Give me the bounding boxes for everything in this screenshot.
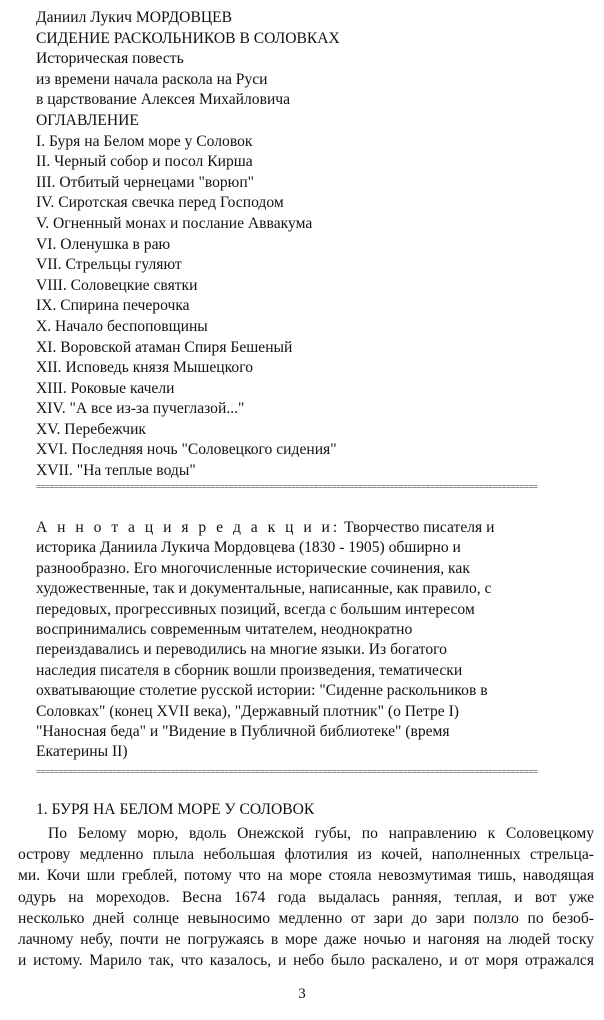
annotation-line: переиздавались и переводились на многие языки. Из богатого [36,641,447,659]
separator-line: ================================================================================================================ [36,482,538,492]
chapter-body [18,823,594,971]
annotation-line: художественные, так и документальные, написанные, как правило, с [36,580,492,598]
annotation-block [36,518,556,763]
annotation-line: Творчество писателя и [340,519,495,536]
toc-item: XIII. Роковые качели [36,379,175,397]
chapter-title: 1. БУРЯ НА БЕЛОМ МОРЕ У СОЛОВОК [36,801,315,818]
title-block [36,8,340,482]
annotation-line: передовых, прогрессивных позиций, всегда с большим интересом [36,600,475,618]
body-line: По Белому морю, вдоль Онежской губы, по направлению к Соловецкому [48,825,594,842]
body-line: острову медленно плыла небольшая флотилия из кочей, наполненных стрельца- [18,846,594,864]
body-line: ми. Кочи шли греблей, потому что на море стояла невозмутимая тишь, наводящая [18,867,594,885]
subtitle-line-3: в царствование Алексея Михайловича [36,91,291,109]
toc-heading: ОГЛАВЛЕНИЕ [36,111,139,129]
annotation-line: "Наносная беда" и "Видение в Публичной библиотеке" (время [36,723,450,741]
toc-item: XI. Воровской атаман Спиря Бешеный [36,338,293,356]
body-line: лачному небу, почти не погружаясь в море даже ночью и нагоняя на людей тоску [18,931,594,949]
toc-item: III. Отбитый чернецами "ворюп" [36,173,255,191]
annotation-line: разнообразно. Его многочисленные исторические сочинения, как [36,559,470,577]
toc-item: VII. Стрельцы гуляют [36,256,182,274]
annotation-label: А н н о т а ц и я р е д а к ц и и: [36,519,341,536]
body-line: и истому. Марило так, что казалось, и небо было раскалено, и от моря отражался [18,952,594,970]
annotation-line: Соловках" (конец XVII века), "Державный плотник" (о Петре I) [36,702,459,720]
toc-item: V. Огненный монах и послание Аввакума [36,214,313,232]
annotation-line: охватывающие столетие русской истории: "Сиденне раскольников в [36,682,488,700]
page-number: 3 [298,986,306,1002]
book-title: СИДЕНИЕ РАСКОЛЬНИКОВ В СОЛОВКАХ [36,29,340,47]
toc-item: XVI. Последняя ночь "Соловецкого сидения" [36,441,337,459]
toc-item: I. Буря на Белом море у Соловок [36,132,253,150]
toc-item: XV. Перебежчик [36,420,147,438]
body-line: одурь на мореходов. Весна 1674 года выдалась ранняя, теплая, и вот уже [18,888,594,906]
toc-item: IX. Спирина печерочка [36,297,190,315]
annotation-line: историка Даниила Лукича Мордовцева (1830 - 1905) обширно и [36,539,461,557]
subtitle-line-1: Историческая повесть [36,50,184,68]
toc-item: XIV. "А все из-за пучеглазой..." [36,400,245,418]
subtitle-line-2: из времени начала раскола на Руси [36,70,268,88]
author-name: Даниил Лукич МОРДОВЦЕВ [36,9,233,26]
toc-item: X. Начало беспоповщины [36,317,208,335]
separator-line: ================================================================================================================ [36,767,538,777]
body-line: несколько дней солнце невыносимо медленно от зари до зари ползло по безоб- [18,909,594,927]
toc-item: VI. Оленушка в раю [36,235,171,253]
toc-item: IV. Сиротская свечка перед Господом [36,194,284,212]
toc-item: VIII. Соловецкие святки [36,276,198,294]
annotation-line: наследия писателя в сборник вошли произведения, тематически [36,661,463,679]
toc-item: XVII. "На теплые воды" [36,462,196,480]
toc-item: II. Черный собор и посол Кирша [36,153,253,171]
annotation-line: Екатерины II) [36,743,128,761]
toc-item: XII. Исповедь князя Мышецкого [36,359,254,377]
annotation-line: воспринимались современным читателем, неоднократно [36,621,413,639]
